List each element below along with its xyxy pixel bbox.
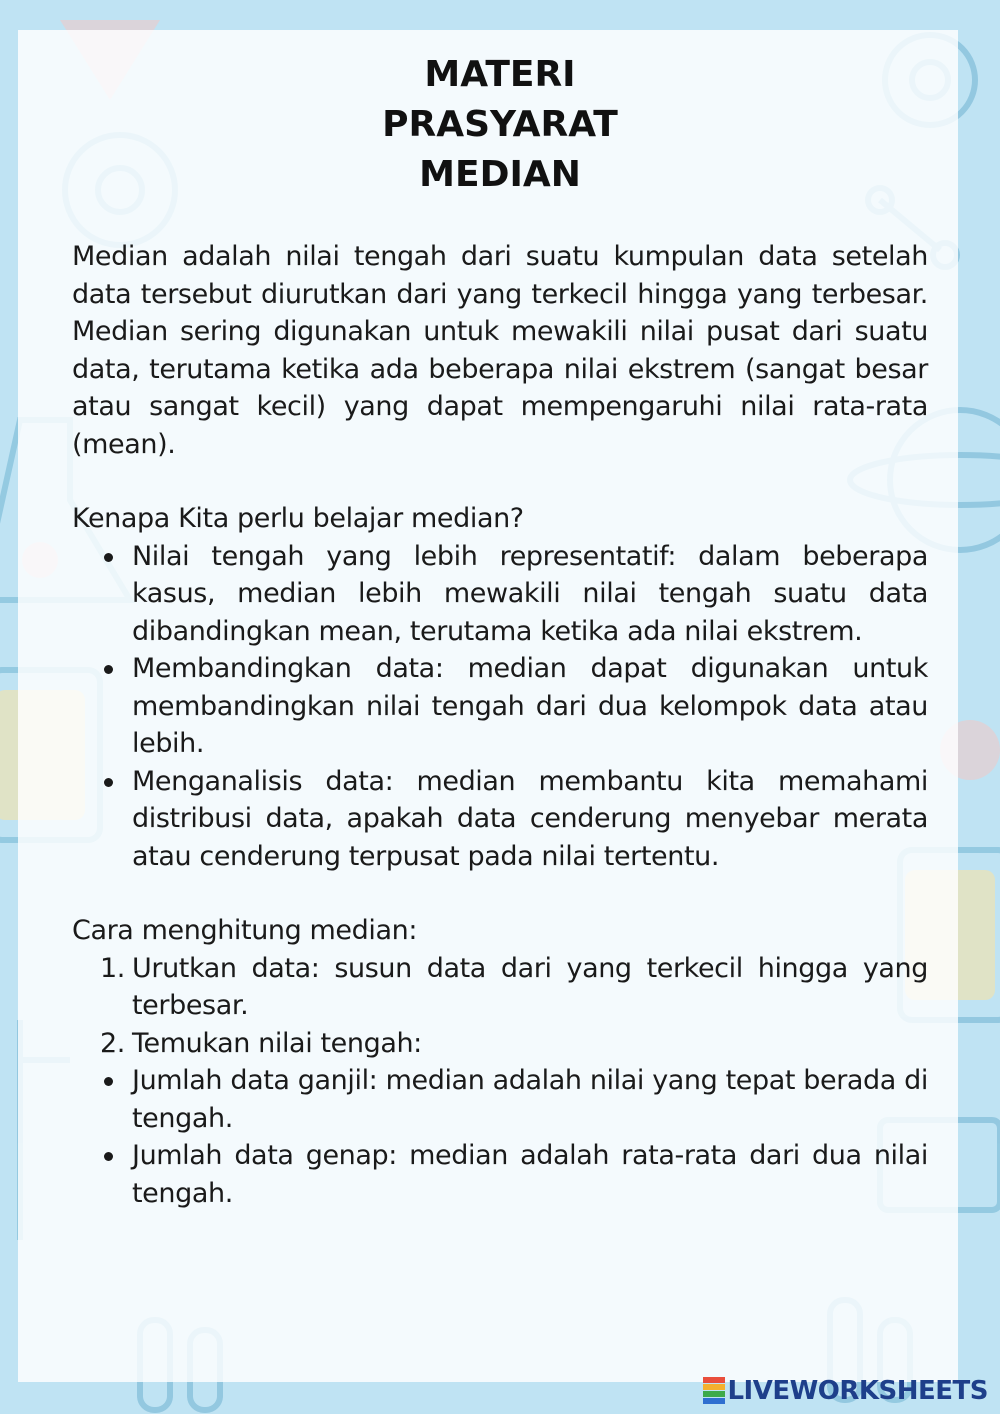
why-heading: Kenapa Kita perlu belajar median?: [72, 503, 524, 534]
page-title: [0, 50, 1000, 200]
step-2-number: 2.: [100, 1027, 125, 1059]
how-steps: [72, 950, 928, 1063]
why-list: [72, 538, 928, 876]
how-heading: Cara menghitung median:: [72, 915, 418, 946]
step-1-number: 1.: [100, 952, 125, 984]
intro-paragraph: Median adalah nilai tengah dari suatu kumpulan data setelah data tersebut diurutkan dari yang terkecil hingga yang terbesar. Median sering digunakan untuk mewakili nilai pusat dari suatu data, terutama ketika ada beberapa nilai ekstrem (sangat besar atau sangat kecil) yang dapat mempengaruhi nilai rata-rata (mean).: [72, 241, 928, 460]
median-cases-list: [72, 1062, 928, 1212]
why-item-1: Nilai tengah yang lebih representatif: dalam beberapa kasus, median lebih mewakili nilai tengah suatu data dibandingkan mean, terutama ketika ada nilai ekstrem.: [132, 538, 928, 651]
liveworksheets-logo-icon: [703, 1377, 725, 1405]
step-2-text: Temukan nilai tengah:: [132, 1027, 422, 1059]
title-line-1: MATERI: [424, 54, 576, 95]
why-item-2: Membandingkan data: median dapat digunakan untuk membandingkan nilai tengah dari dua kelompok data atau lebih.: [132, 650, 928, 763]
step-2: [100, 1025, 928, 1063]
case-odd: Jumlah data ganjil: median adalah nilai yang tepat berada di tengah.: [132, 1062, 928, 1137]
step-1-text: Urutkan data: susun data dari yang terkecil hingga yang terbesar.: [132, 952, 928, 1021]
step-1: [100, 950, 928, 1025]
worksheet-content: [72, 238, 928, 1212]
liveworksheets-logo: [703, 1376, 988, 1406]
title-line-3: MEDIAN: [419, 154, 581, 195]
case-even: Jumlah data genap: median adalah rata-rata dari dua nilai tengah.: [132, 1137, 928, 1212]
why-item-3: Menganalisis data: median membantu kita memahami distribusi data, apakah data cenderung menyebar merata atau cenderung terpusat pada nilai tertentu.: [132, 763, 928, 876]
title-line-2: PRASYARAT: [382, 104, 618, 145]
brand-name: LIVEWORKSHEETS: [727, 1376, 988, 1406]
